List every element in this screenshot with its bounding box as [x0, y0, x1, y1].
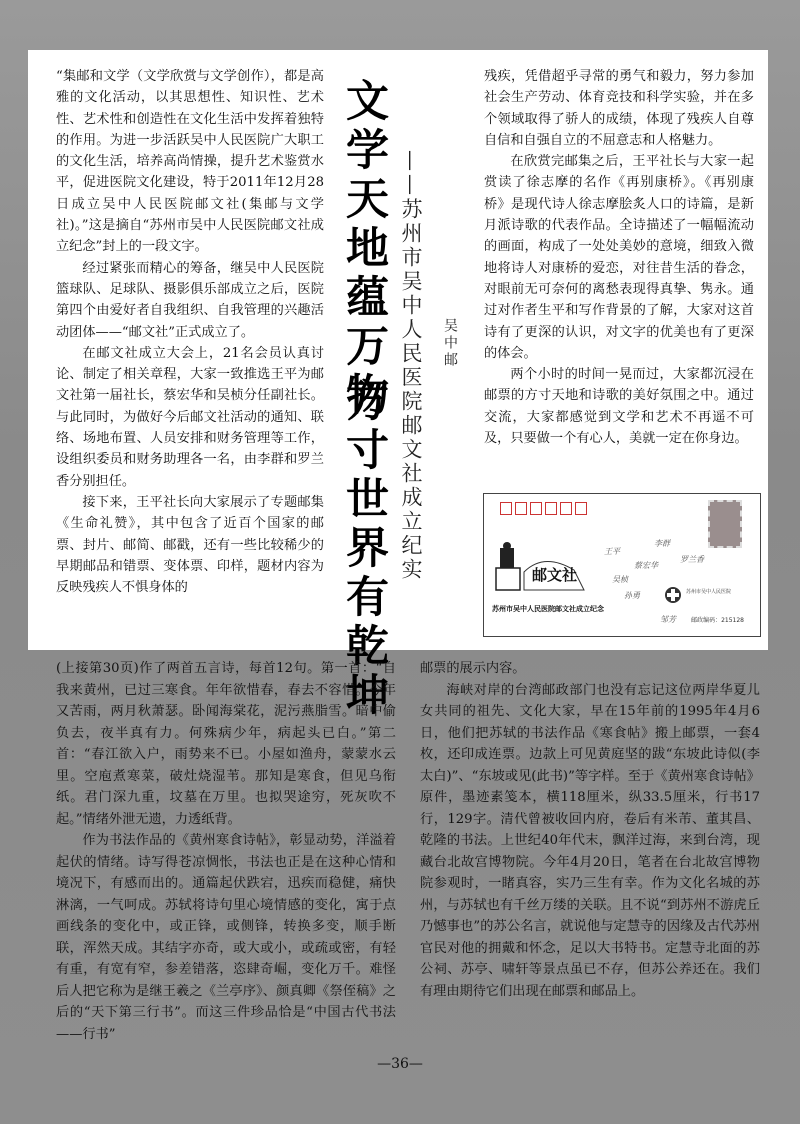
- page-number: —36—: [377, 1056, 423, 1072]
- paragraph: 作为书法作品的《黄州寒食诗帖》，彰显动势，洋溢着起伏的情绪。诗写得苍凉惆怅，书法也正是在这种心情和境况下，有感而出的。通篇起伏跌宕，迅疾而稳健，痛快淋漓，一气呵成。苏轼将诗句里心境情感的变化，寓于点画线条的变化中，或正锋，或侧锋，转换多变，顺手断联，浑然天成。其结字亦奇，或大或小，或疏或密，有轻有重，有宽有窄，参差错落，恣肆奇崛，变化万千。难怪后人把它称为是继王羲之《兰亭序》、颜真卿《祭侄稿》之后的“天下第三行书”。而这三件珍品恰是“中国古代书法——行书”: [56, 833, 396, 1042]
- paragraph: (上接第30页)作了两首五言诗，每首12句。第一首：“自我来黄州，已过三寒食。年年欲惜春，春去不容惜。今年又苦雨，两月秋萧瑟。卧闻海棠花，泥污燕脂雪。暗中偷负去，夜半真有力。何殊病少年，病起头已白。”第二首：“春江欲入户，雨势来不已。小屋如渔舟，蒙蒙水云里。空庖煮寒菜，破灶烧湿苇。那知是寒食，但见乌衔纸。君门深九重，坟墓在万里。也拟哭途穷，死灰吹不起。”情绪外泄无遗，力透纸背。: [56, 661, 396, 827]
- signature: 蔡宏华: [634, 561, 658, 570]
- zip-code-boxes: [500, 502, 587, 515]
- paragraph: 残疾，凭借超乎寻常的勇气和毅力，努力参加社会生产劳动、体育竞技和科学实验，并在多个领域取得了骄人的成绩，体现了残疾人自尊自信和自强自立的不屈意志和人格魅力。: [484, 69, 754, 148]
- paragraph: “集邮和文学（文学欣赏与文学创作），都是高雅的文化活动，以其思想性、知识性、艺术性、艺术性和创造性在文化生活中发挥着独特的作用。为进一步活跃吴中人民医院广大职工的文化生活，培养高尚情操，提升艺术鉴赏水平，促进医院文化建设，特于2011年12月28日成立吴中人民医院邮文社(集邮与文学社)。”这是摘自“苏州市吴中人民医院邮文社成立纪念”封上的一段文字。: [56, 69, 324, 255]
- cachet-title: 邮文社: [532, 566, 578, 584]
- article-left-column: [56, 66, 324, 598]
- article-right-column: [484, 66, 754, 449]
- lower-right-column: [420, 658, 760, 1002]
- postal-code: 邮政编码：215128: [691, 617, 744, 624]
- signature: 孙勇: [624, 591, 640, 600]
- paragraph: 经过紧张而精心的筹备，继吴中人民医院篮球队、足球队、摄影俱乐部成立之后，医院第四个由爱好者自我组织、自我管理的兴趣活动团体——“邮文社”正式成立了。: [56, 260, 324, 340]
- article-title-line-2: 方寸世界有乾坤: [339, 378, 389, 721]
- paragraph: 在邮文社成立大会上，21名会员认真讨论、制定了相关章程，大家一致推选王平为邮文社第一届社长，蔡宏华和吴桢分任副社长。与此同时，为做好今后邮文社活动的通知、联络、场地布置、人员安排和财务管理等工作，设组织委员和财务助理各一名，由李群和罗兰香分别担任。: [56, 345, 324, 489]
- article-author: 吴中邮: [442, 318, 458, 369]
- hospital-name: 苏州市吴中人民医院: [686, 589, 732, 595]
- paragraph: 海峡对岸的台湾邮政部门也没有忘记这位两岸华夏儿女共同的祖先、文化大家，早在15年前的1995年4月6日，他们把苏轼的书法作品《寒食帖》搬上邮票，一套4枚，还印成连票。边款上可见黄庭坚的跋“东坡此诗似(李太白)”、“东坡或见(此书)”等字样。至于《黄州寒食诗帖》原件，墨迹素笺本，横118厘米，纵33.5厘米，行书17行，129字。清代曾被收回内府，卷后有米芾、董其昌、乾隆的书法。上世纪40年代末，飘洋过海，来到台湾，现藏台北故宫博物院。今年4月20日，笔者在台北故宫博物院参观时，一睹真容，实乃三生有幸。作为文化名城的苏州，与苏轼也有千丝万缕的关联。且不说“到苏州不游虎丘乃憾事也”的苏公名言，就说他与定慧寺的因缘及古代苏州官民对他的拥戴和怀念，足以大书特书。定慧寺北面的苏公祠、苏亭、啸轩等景点虽已不存，但苏公养还在。我们有理由期待它们出现在邮票和邮品上。: [420, 682, 760, 999]
- signature: 李群: [654, 539, 670, 548]
- signature: 邹芳: [660, 615, 676, 624]
- cachet-caption: 苏州市吴中人民医院邮文社成立纪念: [492, 605, 604, 613]
- cachet-illustration: [494, 542, 596, 604]
- article-title-line-1: 文学天地蕴万物: [339, 78, 389, 421]
- postage-stamp: [708, 500, 742, 548]
- article-subtitle: ——苏州市吴中人民医院邮文社成立纪实: [399, 150, 423, 582]
- paragraph: 接下来，王平社长向大家展示了专题邮集《生命礼赞》，其中包含了近百个国家的邮票、封片、邮简、邮戳，还有一些比较稀少的早期邮品和错票、变体票、印样，题材内容为反映残疾人不惧身体的: [56, 494, 324, 596]
- paragraph: 在欣赏完邮集之后，王平社长与大家一起赏读了徐志摩的名作《再别康桥》。《再别康桥》是现代诗人徐志摩脍炙人口的诗篇，是新月派诗歌的代表作品。全诗描述了一幅幅流动的画面，构成了一处处美妙的意境，细致入微地将诗人对康桥的爱恋，对往昔生活的眷念，对眼前无可奈何的离愁表现得真挚、隽永。通过对作者生平和写作背景的了解，大家对这首诗有了更深的认识，对文字的优美也有了更深的体会。: [484, 154, 754, 361]
- commemorative-envelope: [483, 493, 761, 637]
- paragraph: 两个小时的时间一晃而过，大家都沉浸在邮票的方寸天地和诗歌的美好氛围之中。通过交流，大家都感觉到文学和艺术不再遥不可及，只要做一个有心人，美就一定在你身边。: [484, 367, 754, 447]
- hospital-logo: [664, 586, 744, 608]
- lower-left-column: [56, 658, 396, 1045]
- signature: 王平: [604, 547, 620, 556]
- paragraph: 邮票的展示内容。: [420, 661, 526, 676]
- signature: 吴桢: [612, 575, 628, 584]
- signature: 罗兰香: [680, 555, 704, 564]
- hospital-emblem-icon: [664, 586, 682, 604]
